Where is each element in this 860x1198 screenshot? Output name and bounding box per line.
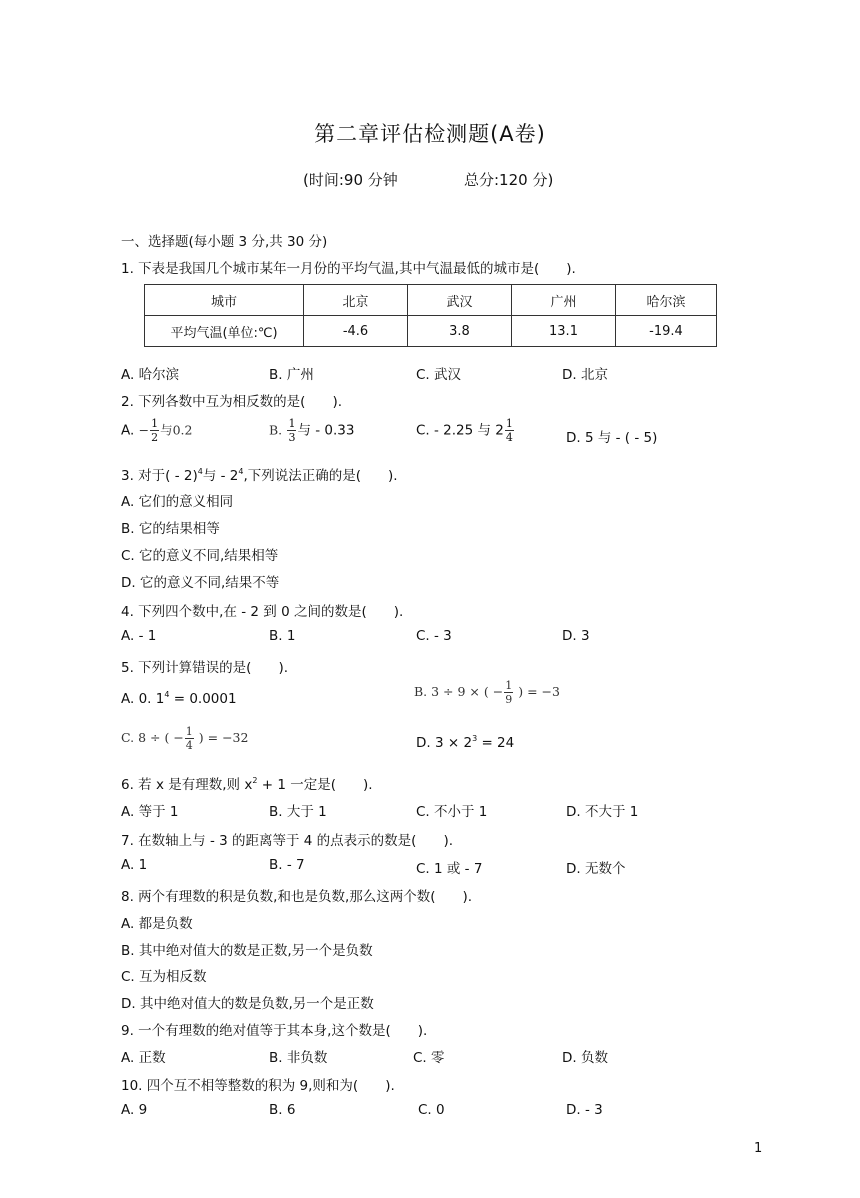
- fraction: [287, 418, 296, 443]
- option-d: D. 负数: [562, 1050, 608, 1066]
- question-9-stem: 9. 一个有理数的绝对值等于其本身,这个数是( ).: [121, 1023, 428, 1039]
- option-b: B. 大于 1: [269, 804, 327, 820]
- option-text: B. 3 ÷ 9 × (: [414, 684, 489, 699]
- option-a: A. 哈尔滨: [121, 367, 180, 383]
- option-b: B. 它的结果相等: [121, 521, 220, 537]
- minus-sign: −: [492, 684, 504, 699]
- option-d: D. 不大于 1: [566, 804, 639, 820]
- denominator: 4: [505, 431, 513, 444]
- option-a: [121, 690, 237, 707]
- table-cell: 广州: [512, 285, 616, 316]
- option-d: D. 3: [562, 628, 590, 644]
- option-a: A. 它们的意义相同: [121, 494, 234, 510]
- fraction: [150, 418, 159, 443]
- question-3-stem: [121, 464, 398, 484]
- option-label: A.: [121, 422, 135, 439]
- option-label: B.: [269, 422, 283, 438]
- option-b: B. 非负数: [269, 1050, 328, 1066]
- option-b: B. 其中绝对值大的数是正数,另一个是负数: [121, 943, 373, 959]
- option-b: [269, 418, 354, 443]
- stem-text: ,下列说法正确的是( ).: [243, 468, 398, 484]
- option-text: = 24: [477, 735, 515, 751]
- option-text: 与0.2: [160, 422, 193, 438]
- exponent: 3: [472, 734, 478, 743]
- numerator: 1: [151, 417, 159, 430]
- denominator: 3: [288, 431, 296, 444]
- stem-text: + 1 一定是( ).: [257, 777, 373, 793]
- page-number: 1: [754, 1141, 763, 1156]
- option-b: B. - 7: [269, 857, 305, 873]
- option-b: B. 6: [269, 1102, 296, 1118]
- question-4-stem: 4. 下列四个数中,在 - 2 到 0 之间的数是( ).: [121, 604, 404, 620]
- table-row: [145, 316, 717, 347]
- table-row: [145, 285, 717, 316]
- exponent: 4: [164, 690, 170, 699]
- option-c: C. 不小于 1: [416, 804, 488, 820]
- numerator: 1: [505, 417, 513, 430]
- denominator: 4: [185, 739, 193, 752]
- numerator: 1: [288, 417, 296, 430]
- fraction: [505, 418, 514, 443]
- option-d: D. 北京: [562, 367, 608, 383]
- option-c: [416, 418, 515, 443]
- exponent: 4: [238, 467, 244, 476]
- table-cell: 平均气温(单位:℃): [145, 316, 304, 347]
- numerator: 1: [185, 725, 193, 738]
- option-c: C. 0: [418, 1102, 445, 1118]
- table-cell: 哈尔滨: [616, 285, 717, 316]
- option-d: D. - 3: [566, 1102, 603, 1118]
- option-text: A. 0. 1: [121, 691, 165, 707]
- question-10-stem: 10. 四个互不相等整数的积为 9,则和为( ).: [121, 1078, 395, 1094]
- option-text: 与 - 0.33: [297, 422, 355, 439]
- table-cell: -19.4: [616, 316, 717, 347]
- exponent: 4: [197, 467, 203, 476]
- table-cell: 武汉: [408, 285, 512, 316]
- option-a: A. - 1: [121, 628, 157, 644]
- option-c: C. - 3: [416, 628, 452, 644]
- option-c: C. 武汉: [416, 367, 462, 383]
- table-cell: 城市: [145, 285, 304, 316]
- option-a: A. 1: [121, 857, 148, 873]
- option-a: A. 9: [121, 1102, 148, 1118]
- option-text: D. 3 × 2: [416, 735, 473, 751]
- table-cell: 13.1: [512, 316, 616, 347]
- option-c: C. 零: [413, 1050, 445, 1066]
- denominator: 9: [505, 693, 513, 706]
- fraction: [185, 726, 194, 751]
- option-b: [414, 680, 560, 705]
- option-c: C. 互为相反数: [121, 969, 207, 985]
- question-6-stem: [121, 773, 373, 793]
- fraction: [504, 680, 513, 705]
- table-cell: 3.8: [408, 316, 512, 347]
- option-text: ) = −3: [518, 684, 560, 699]
- exam-time: (时间:90 分钟: [303, 171, 398, 189]
- exponent: 2: [252, 776, 258, 785]
- temperature-table: [144, 284, 717, 347]
- denominator: 2: [151, 431, 159, 444]
- stem-text: 3. 对于( - 2): [121, 468, 198, 484]
- option-a: A. 等于 1: [121, 804, 179, 820]
- option-c: C. 它的意义不同,结果相等: [121, 548, 279, 564]
- option-a: A. 都是负数: [121, 916, 193, 932]
- option-text: = 0.0001: [169, 691, 237, 707]
- numerator: 1: [505, 679, 513, 692]
- option-b: B. 广州: [269, 367, 314, 383]
- minus-sign: −: [173, 730, 184, 745]
- question-5-stem: 5. 下列计算错误的是( ).: [121, 660, 288, 676]
- table-cell: 北京: [304, 285, 408, 316]
- option-a: A. 正数: [121, 1050, 166, 1066]
- option-d: D. 其中绝对值大的数是负数,另一个是正数: [121, 996, 374, 1012]
- option-d: [416, 734, 514, 751]
- table-cell: -4.6: [304, 316, 408, 347]
- section-heading: 一、选择题(每小题 3 分,共 30 分): [121, 234, 328, 250]
- question-8-stem: 8. 两个有理数的积是负数,和也是负数,那么这两个数( ).: [121, 889, 473, 905]
- option-text: C. - 2.25 与 2: [416, 422, 504, 439]
- minus-sign: −: [138, 422, 150, 438]
- page-title: 第二章评估检测题(A卷): [314, 122, 546, 146]
- question-1-stem: 1. 下表是我国几个城市某年一月份的平均气温,其中气温最低的城市是( ).: [121, 261, 576, 277]
- option-c: C. 1 或 - 7: [416, 861, 483, 877]
- option-d: D. 无数个: [566, 861, 626, 877]
- stem-text: 与 - 2: [202, 468, 239, 484]
- stem-text: 6. 若 x 是有理数,则 x: [121, 777, 253, 793]
- question-7-stem: 7. 在数轴上与 - 3 的距离等于 4 的点表示的数是( ).: [121, 833, 454, 849]
- option-a: [121, 418, 192, 443]
- option-b: B. 1: [269, 628, 296, 644]
- question-2-stem: 2. 下列各数中互为相反数的是( ).: [121, 394, 342, 410]
- option-text: C. 8 ÷ (: [121, 730, 170, 745]
- option-c: [121, 726, 248, 751]
- option-d: D. 5 与 - ( - 5): [566, 430, 658, 446]
- option-d: D. 它的意义不同,结果不等: [121, 575, 280, 591]
- exam-total-score: 总分:120 分): [464, 171, 554, 189]
- option-text: ) = −32: [198, 730, 249, 745]
